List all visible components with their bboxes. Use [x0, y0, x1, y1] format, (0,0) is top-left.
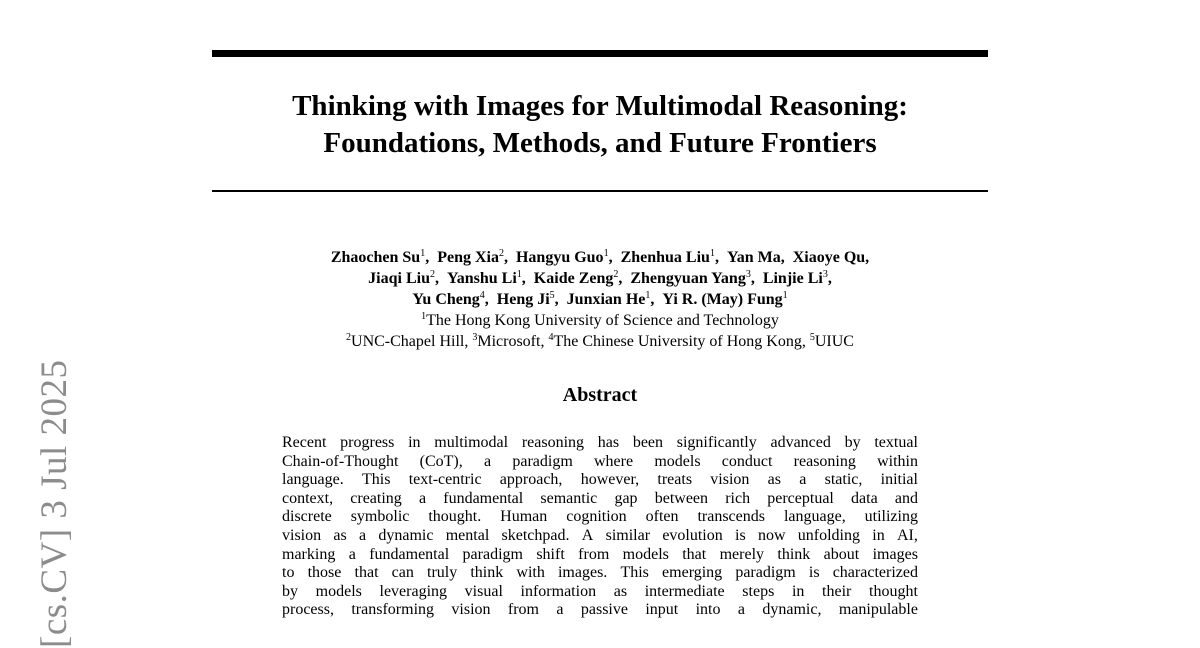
- author-name-text: Zhengyuan Yang: [630, 270, 746, 287]
- affiliation-mark: 4: [548, 332, 554, 343]
- author-affiliation-mark: 4: [479, 290, 485, 301]
- author-name-text: Yan Ma: [726, 249, 781, 266]
- abstract-line: process, transforming vision from a passive input into a dynamic, manipulable: [282, 601, 918, 619]
- author-name-text: Junxian He: [566, 291, 646, 308]
- author-name: [793, 249, 869, 266]
- affiliation-name: The Hong Kong University of Science and Technology: [426, 312, 779, 329]
- author-affiliation-mark: 3: [822, 269, 828, 280]
- affiliation-mark: 5: [809, 332, 815, 343]
- abstract-heading: Abstract: [562, 384, 638, 406]
- author-name-text: Yu Cheng: [412, 291, 480, 308]
- abstract-body: [282, 434, 918, 620]
- author-name-text: Yi R. (May) Fung: [662, 291, 783, 308]
- author-name-text: Kaide Zeng: [533, 270, 614, 287]
- affiliation-mark: 1: [421, 311, 427, 322]
- author-name: [437, 249, 504, 266]
- author-name-text: Hangyu Guo: [515, 249, 604, 266]
- author-affiliation-mark: 2: [498, 248, 504, 259]
- author-affiliation-mark: 1: [516, 269, 522, 280]
- author-line: Yu Cheng$^4$, Heng Ji$^5$, Junxian He$^1$, Yi R. (May) Fung$^1$: [412, 290, 788, 308]
- author-affiliation-mark: 1: [645, 290, 651, 301]
- author-name: [412, 291, 484, 308]
- title-rule: [212, 190, 988, 192]
- author-name: [727, 249, 781, 266]
- arxiv-identifier-stamp: [cs.CV] 3 Jul 2025: [34, 359, 75, 648]
- abstract-line: Chain-of-Thought (CoT), a paradigm where models conduct reasoning within: [282, 452, 918, 470]
- author-name: [368, 270, 435, 287]
- affiliation-list: [212, 310, 988, 352]
- author-affiliation-mark: 1: [709, 248, 715, 259]
- author-name-text: Jiaqi Liu: [368, 270, 430, 287]
- abstract-line: vision as a dynamic mental sketchpad. A similar evolution is now unfolding in AI,: [282, 526, 918, 544]
- title-line-1: Thinking with Images for Multimodal Reasoning:: [292, 90, 908, 122]
- author-name-text: Peng Xia: [437, 249, 499, 266]
- affiliation-line: [212, 310, 988, 331]
- affiliation-name: The Chinese University of Hong Kong,: [553, 333, 810, 350]
- author-name: [331, 249, 425, 266]
- author-affiliation-mark: 1: [603, 248, 609, 259]
- affiliation-line: [212, 331, 988, 352]
- author-name: [497, 291, 555, 308]
- affiliation-name: UNC-Chapel Hill,: [351, 333, 473, 350]
- author-name: [621, 249, 715, 266]
- affiliation-mark: 3: [472, 332, 478, 343]
- author-name: [662, 291, 787, 308]
- abstract-line: context, creating a fundamental semantic gap between rich perceptual data and: [282, 489, 918, 507]
- affiliation-name: UIUC: [814, 333, 854, 350]
- author-name-text: Zhenhua Liu: [620, 249, 710, 266]
- author-name: [763, 270, 828, 287]
- author-name: [447, 270, 522, 287]
- abstract-line: by models leveraging visual information as intermediate steps in their thought: [282, 582, 918, 600]
- author-affiliation-mark: 5: [549, 290, 555, 301]
- author-name-text: Zhaochen Su: [330, 249, 421, 266]
- author-line: Jiaqi Liu$^2$, Yanshu Li$^1$, Kaide Zeng$^2$, Zhengyuan Yang$^3$, Linjie Li$^3$,: [368, 269, 832, 287]
- paper-title: [212, 88, 988, 162]
- author-name-text: Yanshu Li: [446, 270, 517, 287]
- author-affiliation-mark: 2: [429, 269, 435, 280]
- top-rule: [212, 50, 988, 57]
- abstract-line: to those that can truly think with images. This emerging paradigm is characterized: [282, 564, 918, 582]
- abstract-line: marking a fundamental paradigm shift from models that merely think about images: [282, 545, 918, 563]
- author-name: [534, 270, 619, 287]
- author-affiliation-mark: 3: [745, 269, 751, 280]
- title-line-2: Foundations, Methods, and Future Frontiers: [323, 127, 877, 159]
- affiliation-mark: 2: [346, 332, 352, 343]
- author-affiliation-mark: 2: [613, 269, 619, 280]
- author-affiliation-mark: 1: [420, 248, 426, 259]
- abstract-line: Recent progress in multimodal reasoning has been significantly advanced by textual: [282, 434, 918, 451]
- author-name-text: Linjie Li: [762, 270, 823, 287]
- author-name: [567, 291, 651, 308]
- abstract-line: discrete symbolic thought. Human cognition often transcends language, utilizing: [282, 508, 918, 526]
- author-affiliation-mark: 1: [782, 290, 788, 301]
- author-name: [516, 249, 609, 266]
- author-name-text: Heng Ji: [496, 291, 550, 308]
- abstract-line: language. This text-centric approach, however, treats vision as a static, initial: [282, 471, 918, 489]
- author-block: [212, 247, 988, 352]
- affiliation-name: Microsoft,: [477, 333, 549, 350]
- author-list: [212, 247, 988, 310]
- author-name-text: Xiaoye Qu,: [792, 249, 870, 266]
- author-line: Zhaochen Su$^1$, Peng Xia$^2$, Hangyu Guo$^1$, Zhenhua Liu$^1$, Yan Ma, Xiaoye Qu,: [330, 248, 870, 266]
- author-name: [630, 270, 750, 287]
